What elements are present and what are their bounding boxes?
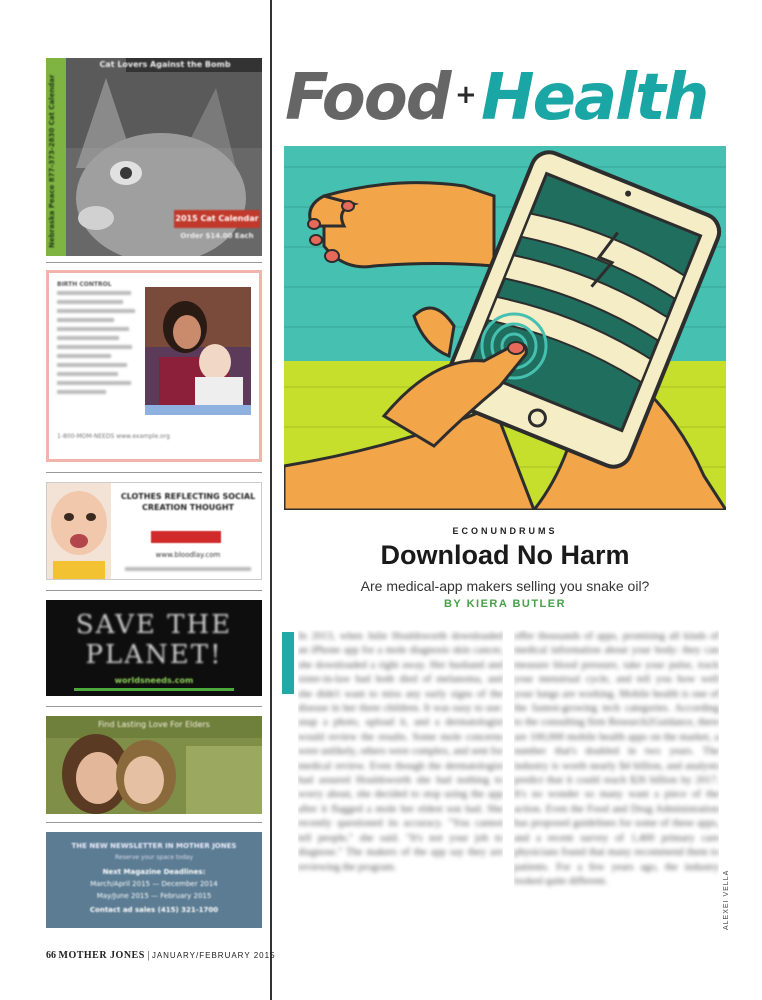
ad-baby-headline: CLOTHES REFLECTING SOCIAL CREATION THOUGHT: [120, 492, 256, 512]
article-kicker: ECONUNDRUMS: [452, 526, 558, 536]
ad-separator: [46, 706, 262, 707]
ad-cat-top-text: Cat Lovers Against the Bomb: [99, 60, 231, 69]
ad-planet-line1: SAVE THE: [75, 610, 233, 640]
section-title-plus: +: [455, 80, 477, 110]
ad-planet-stripe: [74, 688, 234, 691]
ad-cat-side-text: Nebraska Peace 877-373-2830 Cat Calendar: [48, 74, 56, 248]
ad-couple-headline: Find Lasting Love For Elders: [98, 720, 210, 729]
drop-cap-bar: [282, 632, 294, 694]
ad-newsletter-line3: Next Magazine Deadlines:: [102, 868, 206, 876]
ad-planet-line2: PLANET!: [85, 640, 223, 670]
ad-newsletter[interactable]: [46, 832, 262, 928]
ad-newsletter-line5: May/June 2015 — February 2015: [96, 892, 212, 900]
section-masthead: [285, 58, 735, 138]
page-footer: [46, 950, 276, 961]
section-title-food: Food: [285, 61, 450, 135]
gutter-rule: [270, 0, 272, 1000]
ad-mother-baby[interactable]: [46, 270, 262, 462]
article-body-text-2: offer thousands of apps, promising all kinds of medical information about your body: they can measure blood pressure, take your pulse, track your menstrual cycle, and tell you how well your lungs are working. Mobile health is one of the fastest-growing tech categories. According to the consulting firm Research2Guidance, there are 100,000 mobile health apps on the market, a number that's doubled in two years. The industry is worth nearly $4 billion, and analysts predict that it could reach $26 billion by 2017. It's no wonder so many want a piece of the action. Even the Food and Drug Administration has proposed guidelines for some of these apps, and a recent survey of 1,400 primary care physicians found that many recommend them to patients. For a few years ago, the industry looked quite different.: [514, 631, 719, 887]
ad-cat-badge: 2015 Cat Calendar: [174, 210, 260, 228]
tablet-hands-illustration: [284, 146, 726, 510]
ad-mother-text-block: [57, 291, 139, 399]
ad-couple-dating[interactable]: [46, 716, 262, 814]
ad-separator: [46, 262, 262, 263]
ad-mother-heading: BIRTH CONTROL: [57, 281, 112, 288]
ad-baby-url: www.bloodlay.com: [155, 551, 221, 559]
ad-mother-footer: 1-800-MOM-NEEDS www.example.org: [57, 433, 170, 440]
page-number: 66: [46, 950, 56, 961]
publication-name: MOTHER JONES: [58, 950, 145, 961]
ad-baby-red-badge: [151, 531, 221, 543]
section-title-health: Health: [481, 61, 708, 135]
ad-cat-price: Order $14.00 Each: [180, 232, 254, 240]
footer-separator: |: [147, 950, 150, 961]
ad-save-the-planet[interactable]: [46, 600, 262, 696]
ad-baby-small-print: [125, 567, 251, 571]
ad-separator: [46, 472, 262, 473]
article-dek: Are medical-app makers selling you snake oil?: [360, 578, 650, 594]
baby-face-photo: [47, 483, 111, 579]
article-body-text-1: In 2013, when Julie Houldsworth downloaded an iPhone app for a mole diagnosis skin cancer, she downloaded a right away. Her husband and sister-in-law had both died of melanoma, and she didn't want to miss any early signs of the disease in her three children. It was easy to use: snap a photo, upload it, and a dermatologist would review the results. Some mole concerns were unlikely, others were complex, and sent for medical review. Even though the dermatologist had assured Houldsworth she had nothing to worry about, she decided to stop using the app after it flagged a mole her eldest son had. She recently questioned its accuracy. "You cannot tell people," she said. "It's not your job to diagnose." The makers of the app say they are reviewing the program.: [298, 631, 503, 873]
ad-newsletter-line2: Reserve your space today: [115, 854, 193, 861]
issue-date: JANUARY/FEBRUARY 2015: [151, 951, 276, 960]
ad-planet-url: worldsneeds.com: [114, 676, 194, 685]
ad-separator: [46, 822, 262, 823]
ad-baby-clothes[interactable]: [46, 482, 262, 580]
article-body-column-2: [514, 630, 719, 930]
ad-newsletter-line4: March/April 2015 — December 2014: [90, 880, 218, 888]
article-headline: Download No Harm: [380, 540, 630, 570]
mother-baby-photo: [145, 287, 251, 415]
ad-newsletter-line6: Contact ad sales (415) 321-1700: [89, 906, 219, 914]
article-body-column-1: [298, 630, 503, 930]
illustration-credit: ALEXEI VELLA: [723, 869, 730, 930]
ad-separator: [46, 590, 262, 591]
couple-photo: [46, 716, 262, 814]
ad-cat-calendar[interactable]: [46, 58, 262, 256]
article-byline: BY KIERA BUTLER: [443, 598, 567, 610]
ad-newsletter-line1: THE NEW NEWSLETTER IN MOTHER JONES: [71, 842, 237, 850]
